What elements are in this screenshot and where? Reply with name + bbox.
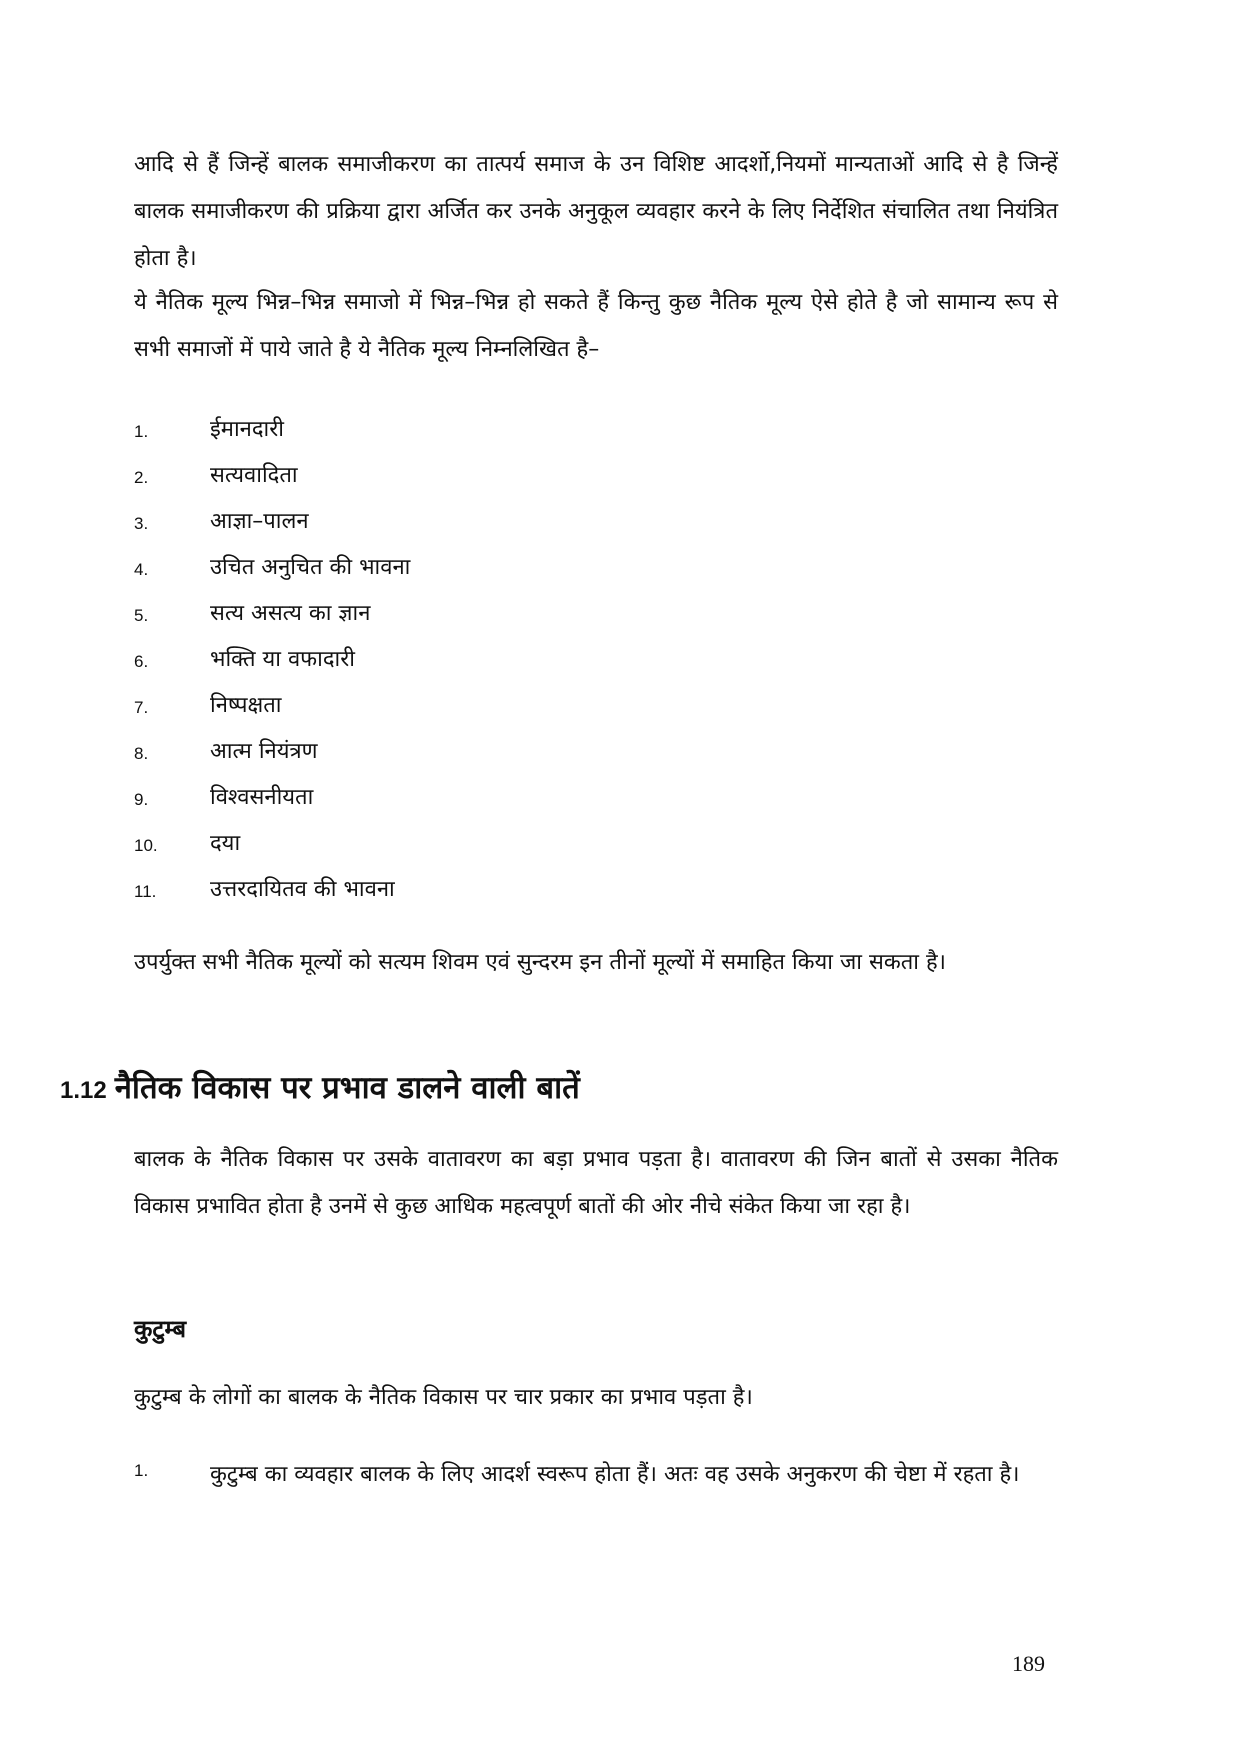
list-item <box>134 499 1058 545</box>
paragraph-satyam-shivam: उपर्युक्त सभी नैतिक मूल्यों को सत्यम शिवम एवं सुन्दरम इन तीनों मूल्यों में समाहित किया जा सकता है। <box>134 950 947 975</box>
list-item <box>134 867 1058 913</box>
list-item-text: निष्पक्षता <box>210 693 282 718</box>
list-item-number: 7. <box>134 698 149 717</box>
list-item-number: 6. <box>134 652 149 671</box>
list-item-number: 3. <box>134 514 149 533</box>
list-item-text: आज्ञा–पालन <box>210 509 309 534</box>
list-item-number: 11. <box>134 882 157 901</box>
list-item-text: ईमानदारी <box>210 417 284 442</box>
list-item <box>134 729 1058 775</box>
list-item <box>134 591 1058 637</box>
list-item-text: सत्यवादिता <box>210 463 298 488</box>
list-item-number: 1. <box>134 422 149 441</box>
section-title: नैतिक विकास पर प्रभाव डालने वाली बातें <box>114 1070 580 1106</box>
list-item-number: 5. <box>134 606 149 625</box>
list-item <box>134 545 1058 591</box>
list-item-text: आत्म नियंत्रण <box>210 739 318 764</box>
list-item-number: 9. <box>134 790 149 809</box>
list-item <box>134 637 1058 683</box>
paragraph-moral-values-intro: ये नैतिक मूल्य भिन्न–भिन्न समाजो में भिन्न–भिन्न हो सकते हैं किन्तु कुछ नैतिक मूल्य ऐसे होते है जो सामान्य रूप से सभी समाजों में पाये जाते है ये नैतिक मूल्य निम्नलिखित है– <box>134 290 1058 362</box>
list-item-text: उत्तरदायितव की भावना <box>210 877 395 902</box>
list-item-number: 10. <box>134 836 158 855</box>
list-item-text: कुटुम्ब का व्यवहार बालक के लिए आदर्श स्वरूप होता हैं। अतः वह उसके अनुकरण की चेष्टा में रहता है। <box>210 1462 1020 1487</box>
list-item-text: सत्य असत्य का ज्ञान <box>210 601 371 626</box>
list-item-number: 1. <box>134 1461 149 1480</box>
list-item-text: दया <box>210 831 241 856</box>
list-item-number: 8. <box>134 744 149 763</box>
list-item <box>134 683 1058 729</box>
list-item <box>134 821 1058 867</box>
moral-values-list <box>134 407 1058 913</box>
list-item-text: विश्वसनीयता <box>210 785 314 810</box>
list-item <box>134 775 1058 821</box>
section-heading <box>60 1066 580 1113</box>
list-item-text: भक्ति या वफादारी <box>210 647 355 672</box>
list-item-number: 4. <box>134 560 149 579</box>
paragraph-socialization: आदि से हैं जिन्हें बालक समाजीकरण का तात्पर्य समाज के उन विशिष्ट आदर्शो,नियमों मान्यताओं आदि से है जिन्हें बालक समाजीकरण की प्रक्रिया द्वारा अर्जित कर उनके अनुकूल व्यवहार करने के लिए निर्देशित संचालित तथा नियंत्रित होता है। <box>134 152 1058 271</box>
list-item-number: 2. <box>134 468 149 487</box>
list-item <box>134 453 1058 499</box>
subheading-family: कुटुम्ब <box>134 1315 187 1343</box>
list-item <box>134 407 1058 453</box>
paragraph-environment-influence: बालक के नैतिक विकास पर उसके वातावरण का बड़ा प्रभाव पड़ता है। वातावरण की जिन बातों से उसका नैतिक विकास प्रभावित होता है उनमें से कुछ आधिक महत्वपूर्ण बातों की ओर नीचे संकेत किया जा रहा है। <box>134 1147 1058 1219</box>
page-number: 189 <box>1012 1651 1045 1676</box>
section-number: 1.12 <box>60 1077 107 1104</box>
paragraph-family-influence: कुटुम्ब के लोगों का बालक के नैतिक विकास पर चार प्रकार का प्रभाव पड़ता है। <box>134 1385 753 1410</box>
list-item-text: उचित अनुचित की भावना <box>210 555 411 580</box>
